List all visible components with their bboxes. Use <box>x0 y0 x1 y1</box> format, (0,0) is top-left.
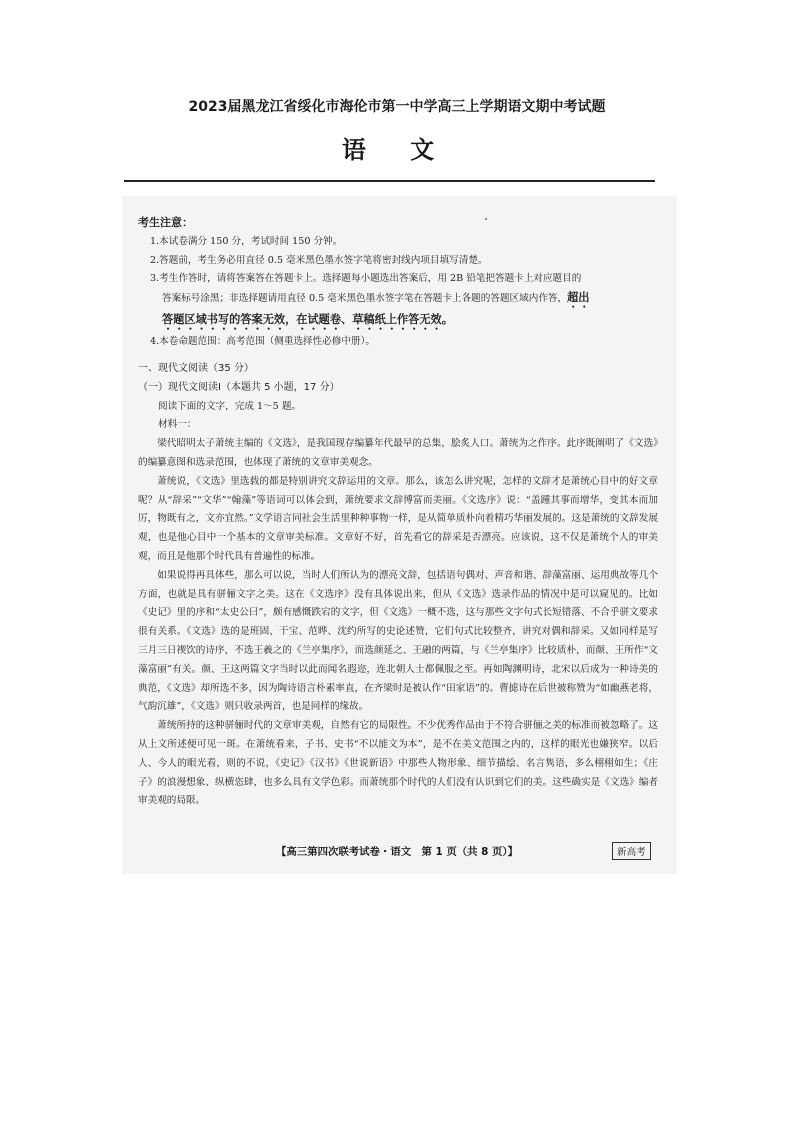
page-footer: 【高三第四次联考试卷・语文 第 1 页（共 8 页）】 <box>276 846 518 858</box>
exam-body <box>138 214 658 811</box>
paragraph-3: 如果说得再具体些，那么可以说，当时人们所认为的漂亮文辞，包括语句偶对、声音和谐、辞藻富丽、运用典故等几个方面，也就是具有骈俪文字之美。这在《文选序》没有具体说出来，但从《文选》选录作品的情况中是可以窥见的。比如《史记》里的序和“太史公曰”，颇有感慨跌宕的文字，但《文选》一概不选，这与那些文字句式长短错落、不合乎骈文要求很有关系。《文选》选的是班固、干宝、范晔、沈约所写的史论述赞，它们句式比较整齐，讲究对偶和辞采。又如同样是写三月三日禊饮的诗序，不选王羲之的《兰亭集序》，而选颜延之、王融的两篇，与《兰亭集序》比较质朴，而颜、王所作“文藻富丽”有关。颜、王这两篇文字当时以此而闻名遐迩，连北朝人士都佩服之至。再如陶渊明诗，北宋以后成为一种诗美的典范，《文选》却所选不多，因为陶诗语言朴素率直，在齐梁时是被认作“田家语”的。曹摅诗在后世被称赞为“如幽燕老将，气韵沉雄”，《文选》则只收录两首，也是同样的缘故。 <box>138 569 658 713</box>
subject-title: 语 文 <box>341 135 453 164</box>
notice-emphasis: 答题区域书写的答案无效，在试题卷、草稿纸上作答无效。 <box>162 313 453 327</box>
subsection-title: （一）现代文阅读Ⅰ（本题共 5 小题，17 分） <box>138 381 340 393</box>
exam-title: 2023届黑龙江省绥化市海伦市第一中学高三上学期语文期中考试题 <box>188 99 606 115</box>
notice-item-3-cont <box>138 289 658 311</box>
notice-item-2: 2.答题前，考生务必用直径 0.5 毫米黑色墨水签字笔将密封线内项目填写清楚。 <box>150 254 488 266</box>
notice-item-1: 1.本试卷满分 150 分，考试时间 150 分钟。 <box>150 235 343 247</box>
paragraph-2: 萧统说，《文选》里选载的都是特别讲究文辞运用的文章。那么，该怎么讲究呢，怎样的文辞才是萧统心目中的好文章呢？从“辞采”“文华”“翰藻”等语词可以体会到，萧统要求文辞博富而美丽。《文选序》说：“盖踵其事而增华，变其本而加厉，物既有之，文亦宜然。”文学语言同社会生活里种种事物一样，是从简单质朴向着精巧华丽发展的。这是萧统的文辞发展观，也是他心目中一个基本的文章审美标准。文章好不好，首先看它的辞采是否漂亮。应该说，这不仅是萧统个人的审美观，而且是他那个时代具有普遍性的标准。 <box>138 475 658 562</box>
notice-item-3-line2: 答案标号涂黑；非选择题请用直径 0.5 毫米黑色墨水签字笔在答题卡上各题的答题区域内作答， <box>162 293 568 305</box>
notice-item-4: 4.本卷命题范围：高考范围（侧重选择性必修中册）。 <box>150 336 376 348</box>
notice-heading: 考生注意： <box>138 216 193 229</box>
notice-item-3-line3-wrap <box>138 311 658 333</box>
header-rule <box>124 180 655 182</box>
material-text <box>138 435 658 811</box>
paragraph-4: 萧统所持的这种骈俪时代的文章审美观，自然有它的局限性。不少优秀作品由于不符合骈俪之美的标准而被忽略了。这从上文所述便可见一斑。在萧统看来，子书、史书“不以能文为本”，是不在美文范围之内的，这样的眼光也嫌狭窄。以后人、今人的眼光看，则的不说，《史记》《汉书》《世说新语》中那些人物形象、细节描绘、名言隽语，多么栩栩如生；《庄子》的浪漫想象、纵横恣肆，也多么具有文学色彩。而萧统那个时代的人们没有认识到它们的美。这些确实是《文选》编者审美观的局限。 <box>138 720 658 807</box>
notice-item-3: 3.考生作答时，请将答案答在答题卡上。选择题每小题选出答案后，用 2B 铅笔把答题卡上对应题目的 <box>150 273 582 285</box>
notice-emphasis-start: 超出 <box>567 291 590 305</box>
section-title: 一、现代文阅读（35 分） <box>138 362 254 374</box>
material-label: 材料一： <box>158 419 197 431</box>
new-gaokao-badge: 新高考 <box>612 842 651 860</box>
reading-instruction: 阅读下面的文字，完成 1～5 题。 <box>158 400 302 412</box>
paragraph-1: 梁代昭明太子萧统主编的《文选》，是我国现存编纂年代最早的总集，脍炙人口。萧统为之作序。此序既阐明了《文选》的编纂意图和选录范围，也体现了萧统的文章审美观念。 <box>138 438 658 468</box>
